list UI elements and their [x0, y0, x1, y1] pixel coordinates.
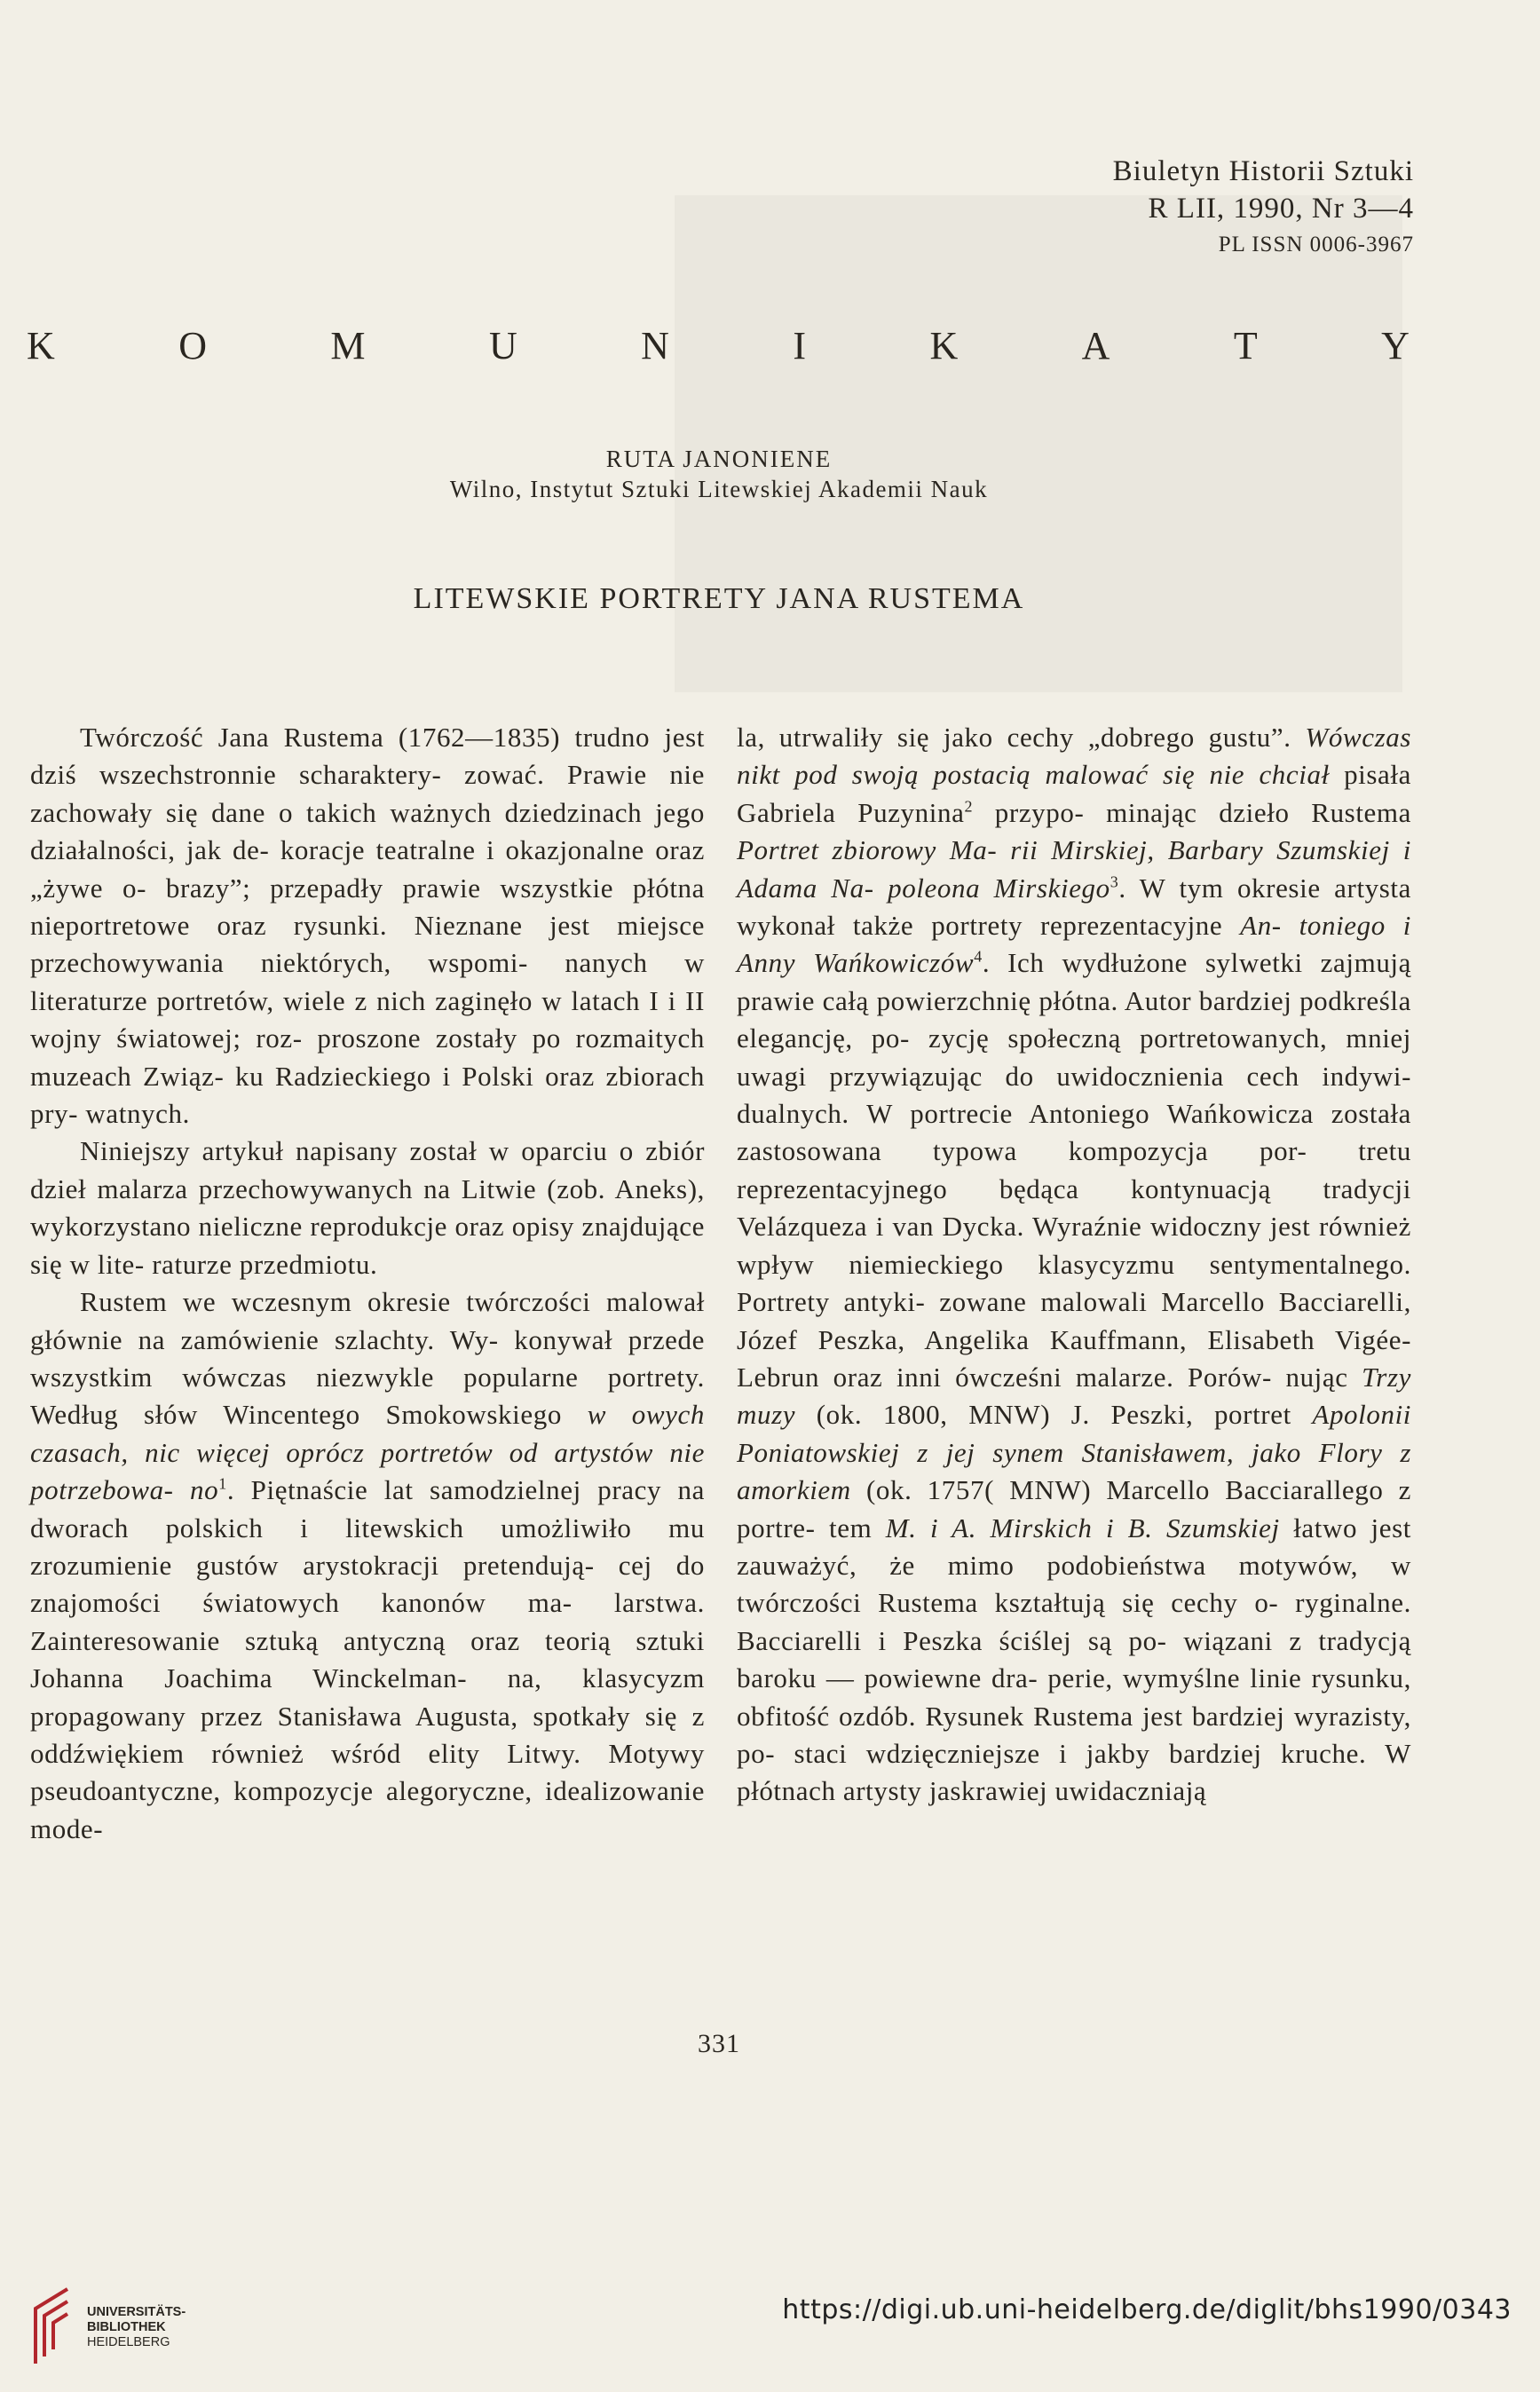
journal-name: Biuletyn Historii Sztuki [1112, 155, 1414, 187]
journal-volume: R LII, 1990, Nr 3—4 [1148, 193, 1414, 225]
italic-quote: Wówczas nikt pod swoją postacią malować się nie chciał [737, 722, 1411, 791]
section-letter: K [27, 324, 57, 367]
section-letter: U [488, 324, 519, 367]
page-number: 331 [698, 2029, 740, 2058]
section-letter: T [1233, 324, 1260, 367]
artwork-title: Apolonii Poniatowskiej z jej synem Stanisławem, jako Flory z amorkiem [737, 1399, 1411, 1506]
author-block [0, 444, 1438, 504]
text-column-right [737, 719, 1411, 1811]
section-letter: O [178, 324, 209, 367]
paragraph: Niniejszy artykuł napisany został w oparciu o zbiór dzieł malarza przechowywanych na Litwie (zob. Aneks), wykorzystano nieliczne reprodukcje oraz opisy znajdujące się w lite- raturze przedmiotu. [30, 1135, 705, 1280]
source-url-link[interactable]: https://digi.ub.uni-heidelberg.de/diglit/bhs1990/0343 [782, 2294, 1512, 2325]
footnote-ref: 1 [218, 1474, 227, 1493]
journal-header [1113, 153, 1414, 263]
paragraph [737, 719, 1411, 1811]
artwork-title: An- toniego i Anny Wańkowiczów [737, 910, 1411, 979]
footnote-ref: 4 [974, 948, 983, 967]
text-run: . Ich wydłużone sylwetki zajmują prawie całą powierzchnię płótna. Autor bardziej podkreśla elegancję, po- zycję społeczną portretowanych, mniej uwagi przywiązując do uwidocznienia cech indywi- dualnych. W portrecie Antoniego Wańkowicza została zastosowana typowa kompozycja por- tretu reprezentacyjnego będąca kontynuacją tradycji Velázqueza i van Dycka. Wyraźnie widoczny jest również wpływ niemieckiego klasycyzmu sentymentalnego. Portrety antyki- zowane malowali Marcello Bacciarelli, Józef Peszka, Angelika Kauffmann, Elisabeth Vigée- Lebrun oraz inni ówcześni malarze. Porów- nując [737, 947, 1412, 1393]
journal-issn: PL ISSN 0006-3967 [1218, 233, 1414, 257]
text-run: . W tym okresie artysta wykonał także portrety reprezentacyjne [737, 872, 1411, 942]
section-letter: N [641, 324, 671, 367]
italic-quote: w owych czasach, nic więcej oprócz portretów od artystów nie potrzebowa- no [30, 1399, 706, 1506]
text-run: la, utrwaliły się jako cechy „dobrego gustu”. [737, 722, 1306, 753]
text-run: Rustem we wczesnym okresie twórczości malował głównie na zamówienie szlachty. Wy- konywał przede wszystkim wówczas niezwykle popularne portrety. Według słów Wincentego Smokowskiego [30, 1286, 705, 1431]
library-logo[interactable] [27, 2285, 204, 2374]
section-title [27, 323, 1411, 368]
section-letter: A [1081, 324, 1112, 367]
artwork-title: Portret zbiorowy Ma- rii Mirskiej, Barbary Szumskiej i Adama Na- poleona Mirskiego [737, 834, 1411, 904]
paragraph: Twórczość Jana Rustema (1762—1835) trudno jest dziś wszechstronnie scharaktery- zować. Prawie nie zachowały się dane o takich ważnych dziedzinach jego działalności, jak de- koracje teatralne i okazjonalne oraz „żywe o- brazy”; przepadły prawie wszystkie płótna nieportretowe oraz rysunki. Nieznane jest miejsce przechowywania niektórych, wspomi- nanych w literaturze portretów, wiele z nich zaginęło w latach I i II wojny światowej; roz- proszone zostały po rozmaitych muzeach Związ- ku Radzieckiego i Polski oraz zbiorach pry- watnych. [30, 722, 705, 1130]
footnote-ref: 3 [1110, 872, 1119, 891]
section-letter: I [793, 324, 809, 367]
section-letter: Y [1381, 324, 1411, 367]
library-name-line: UNIVERSITÄTS- [87, 2305, 186, 2319]
text-run: przypo- minając dzieło Rustema [973, 796, 1411, 828]
author-affiliation: Wilno, Instytut Sztuki Litewskiej Akademii Nauk [449, 476, 989, 502]
author-name: RUTA JANONIENE [605, 446, 833, 472]
text-run: . Piętnaście lat samodzielnej pracy na dworach polskich i litewskich umożliwiło mu zrozumienie gustów arystokracji pretendują- cej do znajomości światowych kanonów ma- larstwa. Zainteresowanie sztuką antyczną oraz teorią sztuki Johanna Joachima Winckelman- na, klasycyzm propagowany przez Stanisława Augusta, spotkały się z oddźwiękiem również wśród elity Litwy. Motywy pseudoantyczne, kompozycje alegoryczne, idealizowanie mode- [30, 1474, 706, 1844]
text-run: (ok. 1800, MNW) J. Peszki, portret [795, 1399, 1313, 1431]
footnote-ref: 2 [964, 797, 974, 816]
library-emblem-icon [27, 2285, 71, 2367]
text-column-left [30, 719, 705, 1848]
section-letter: M [330, 324, 367, 367]
text-run: (ok. 1757( MNW) Marcello Bacciarallego z portre- tem [737, 1474, 1411, 1543]
artwork-title: M. i A. Mirskich i B. Szumskiej [885, 1512, 1280, 1543]
paragraph [30, 1283, 705, 1848]
section-letter: K [929, 324, 960, 367]
library-name-line: BIBLIOTHEK [87, 2320, 166, 2334]
artwork-title: Trzy muzy [737, 1361, 1411, 1431]
library-city: HEIDELBERG [87, 2335, 170, 2349]
article-title: LITEWSKIE PORTRETY JANA RUSTEMA [413, 582, 1025, 615]
text-run: pisała Gabriela Puzynina [737, 759, 1411, 828]
text-run: łatwo jest zauważyć, że mimo podobieństwa motywów, w twórczości Rustema kształtują się cechy o- ryginalne. Bacciarelli i Peszka ściślej są po- wiązani z tradycją baroku — powiewne dra- perie, wymyślne linie rysunku, obfitość ozdób. Rysunek Rustema jest bardziej wyrazisty, po- staci wdzięczniejsze i jakby bardziej kruche. W płótnach artysty jaskrawiej uwidaczniają [737, 1512, 1411, 1807]
library-name [87, 2305, 186, 2350]
